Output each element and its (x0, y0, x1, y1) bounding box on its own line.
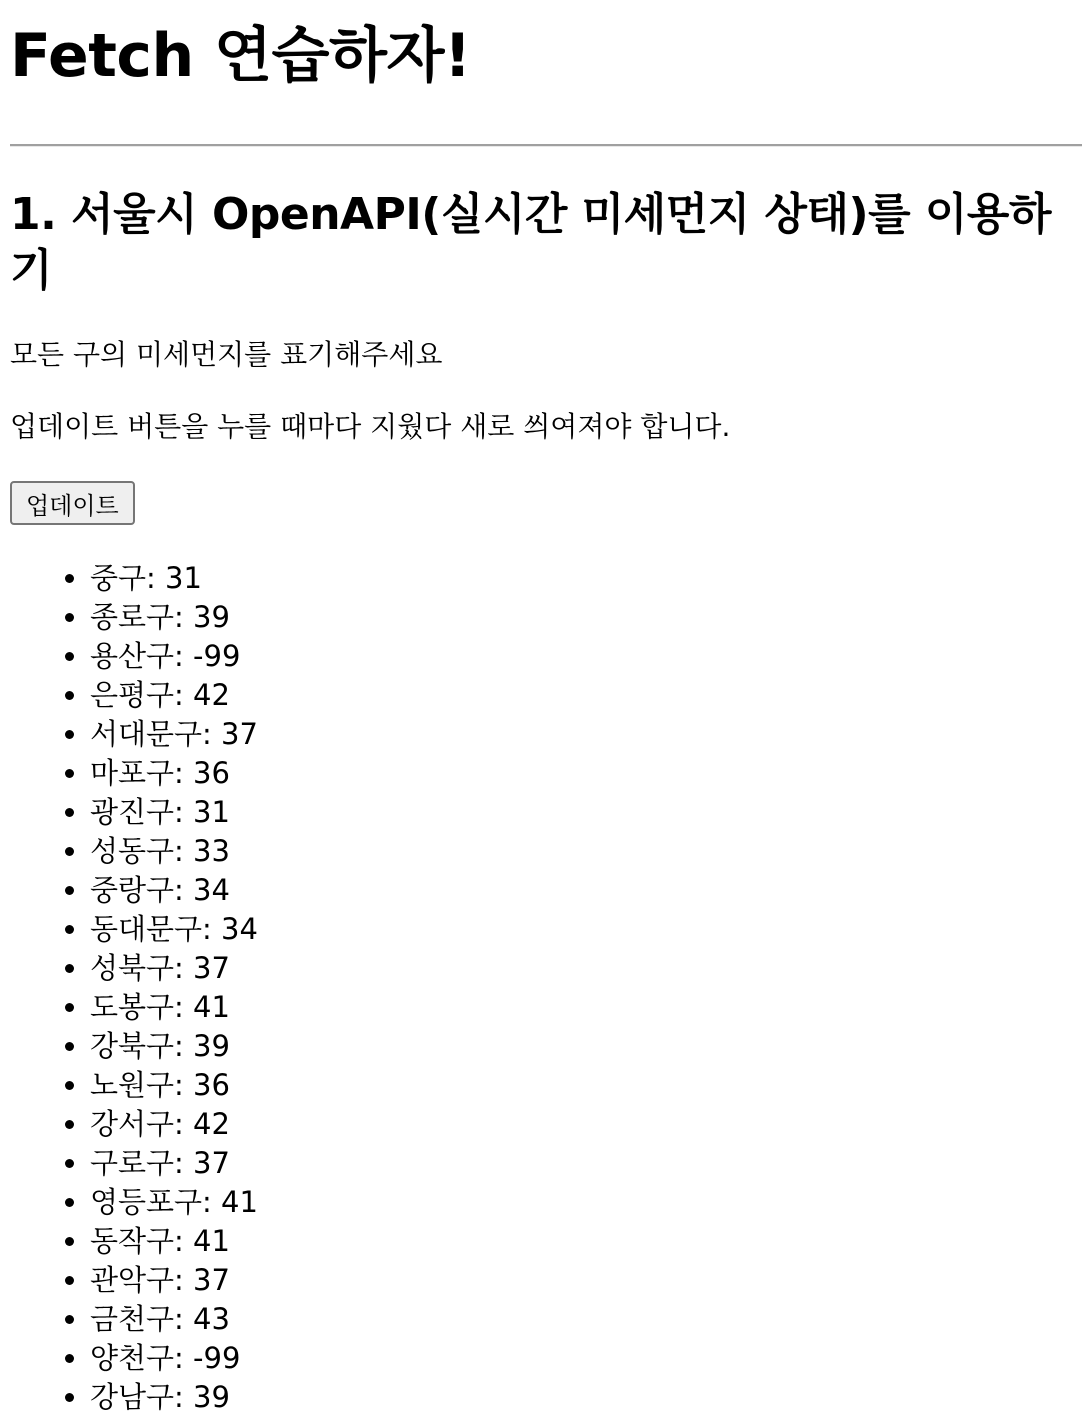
list-item: • 도봉구: 41 (90, 988, 1082, 1027)
list-item: • 성동구: 33 (90, 832, 1082, 871)
list-item: • 강서구: 42 (90, 1105, 1082, 1144)
list-item: • 강남구: 39 (90, 1378, 1082, 1417)
list-item: • 관악구: 37 (90, 1261, 1082, 1300)
list-item: • 마포구: 36 (90, 754, 1082, 793)
list-item: • 중구: 31 (90, 559, 1082, 598)
list-item: • 중랑구: 34 (90, 871, 1082, 910)
instruction-text: 업데이트 버튼을 누를 때마다 지웠다 새로 씌여져야 합니다. (10, 410, 731, 443)
list-item: • 용산구: -99 (90, 637, 1082, 676)
district-dust-list (10, 559, 1082, 1417)
list-item: • 노원구: 36 (90, 1066, 1082, 1105)
list-item: • 영등포구: 41 (90, 1183, 1082, 1222)
list-item: • 광진구: 31 (90, 793, 1082, 832)
list-item: • 동작구: 41 (90, 1222, 1082, 1261)
list-item: • 금천구: 43 (90, 1300, 1082, 1339)
divider (10, 144, 1082, 147)
list-item: • 강북구: 39 (90, 1027, 1082, 1066)
list-item: • 동대문구: 34 (90, 910, 1082, 949)
list-item: • 종로구: 39 (90, 598, 1082, 637)
list-item: • 양천구: -99 (90, 1339, 1082, 1378)
list-item: • 은평구: 42 (90, 676, 1082, 715)
section-title: 1. 서울시 OpenAPI(실시간 미세먼지 상태)를 이용하기 (10, 189, 1051, 296)
instruction-text: 모든 구의 미세먼지를 표기해주세요 (10, 338, 443, 371)
list-item: • 구로구: 37 (90, 1144, 1082, 1183)
list-item: • 성북구: 37 (90, 949, 1082, 988)
list-item: • 서대문구: 37 (90, 715, 1082, 754)
update-button[interactable]: 업데이트 (10, 481, 135, 525)
page-title: Fetch 연습하자! (10, 21, 471, 91)
